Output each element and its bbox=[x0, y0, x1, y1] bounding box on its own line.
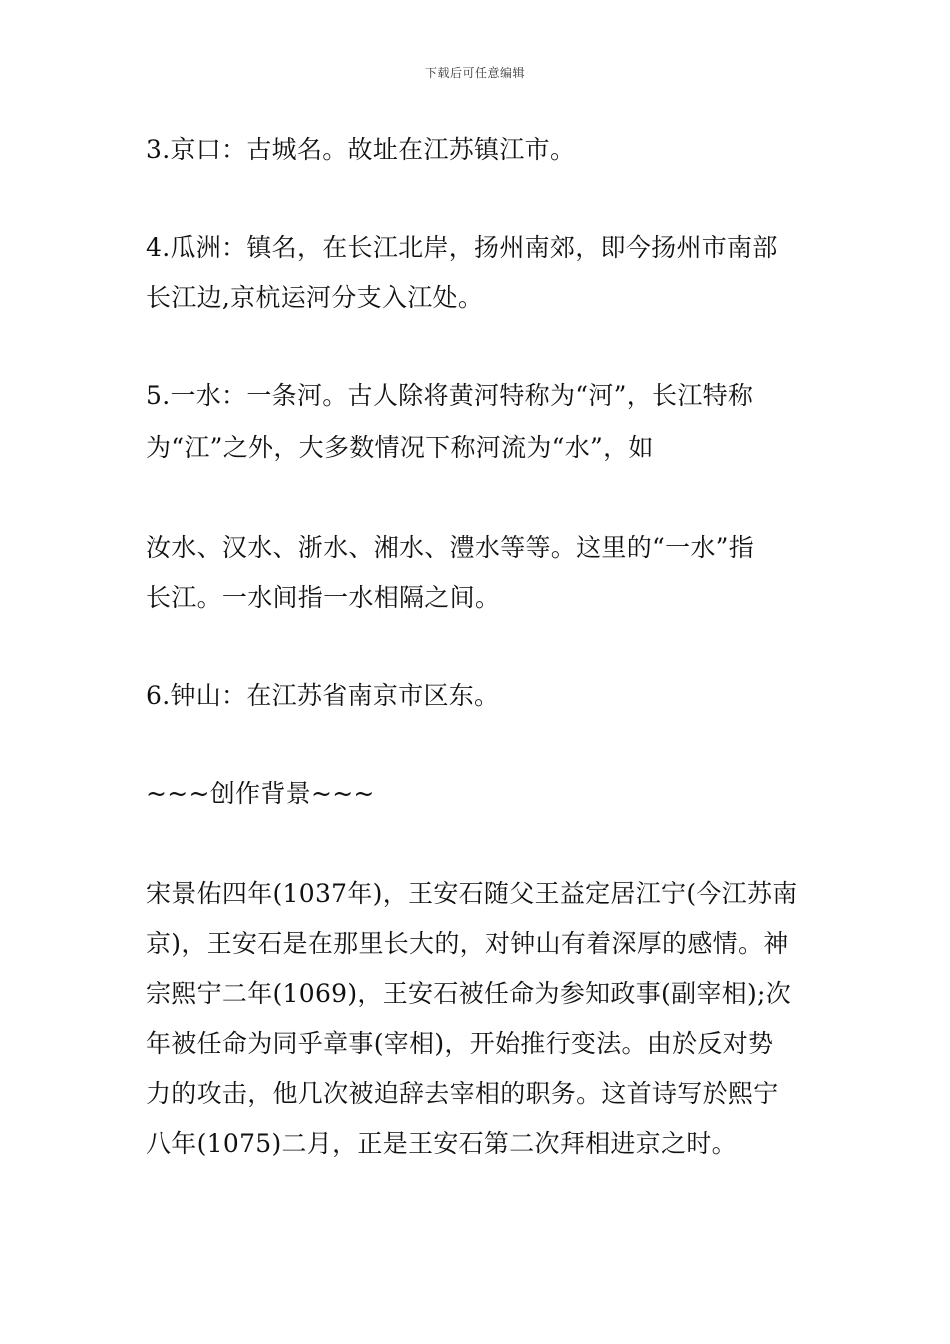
background-line-1: 宋景佑四年(1037年)，王安石随父王益定居江宁(今江苏南 bbox=[146, 879, 798, 908]
page-header: 下载后可任意编辑 bbox=[424, 66, 525, 80]
note-4-line-1: 4.瓜洲：镇名，在长江北岸，扬州南郊，即今扬州市南部 bbox=[146, 233, 778, 262]
note-5-line-2: 为“江”之外，大多数情况下称河流为“水”，如 bbox=[146, 433, 654, 462]
note-5-line-3: 汝水、汉水、浙水、湘水、澧水等等。这里的“一水”指 bbox=[146, 533, 755, 562]
section-heading-background: ~~~创作背景~~~ bbox=[146, 779, 375, 808]
note-5-line-1: 5.一水：一条河。古人除将黄河特称为“河”，长江特称 bbox=[146, 381, 754, 410]
note-5-line-4: 长江。一水间指一水相隔之间。 bbox=[146, 583, 501, 612]
note-3: 3.京口：古城名。故址在江苏镇江市。 bbox=[146, 135, 576, 164]
background-line-4: 年被任命为同乎章事(宰相)，开始推行变法。由於反对势 bbox=[146, 1029, 774, 1058]
background-line-5: 力的攻击，他几次被迫辞去宰相的职务。这首诗写於熙宁 bbox=[146, 1079, 779, 1108]
note-4-line-2: 长江边,京杭运河分支入江处。 bbox=[146, 283, 484, 312]
note-6: 6.钟山：在江苏省南京市区东。 bbox=[146, 681, 500, 710]
background-line-6: 八年(1075)二月，正是王安石第二次拜相进京之时。 bbox=[146, 1129, 737, 1158]
background-line-2: 京)，王安石是在那里长大的，对钟山有着深厚的感情。神 bbox=[146, 929, 789, 958]
background-line-3: 宗熙宁二年(1069)，王安石被任命为参知政事(副宰相);次 bbox=[146, 979, 792, 1008]
